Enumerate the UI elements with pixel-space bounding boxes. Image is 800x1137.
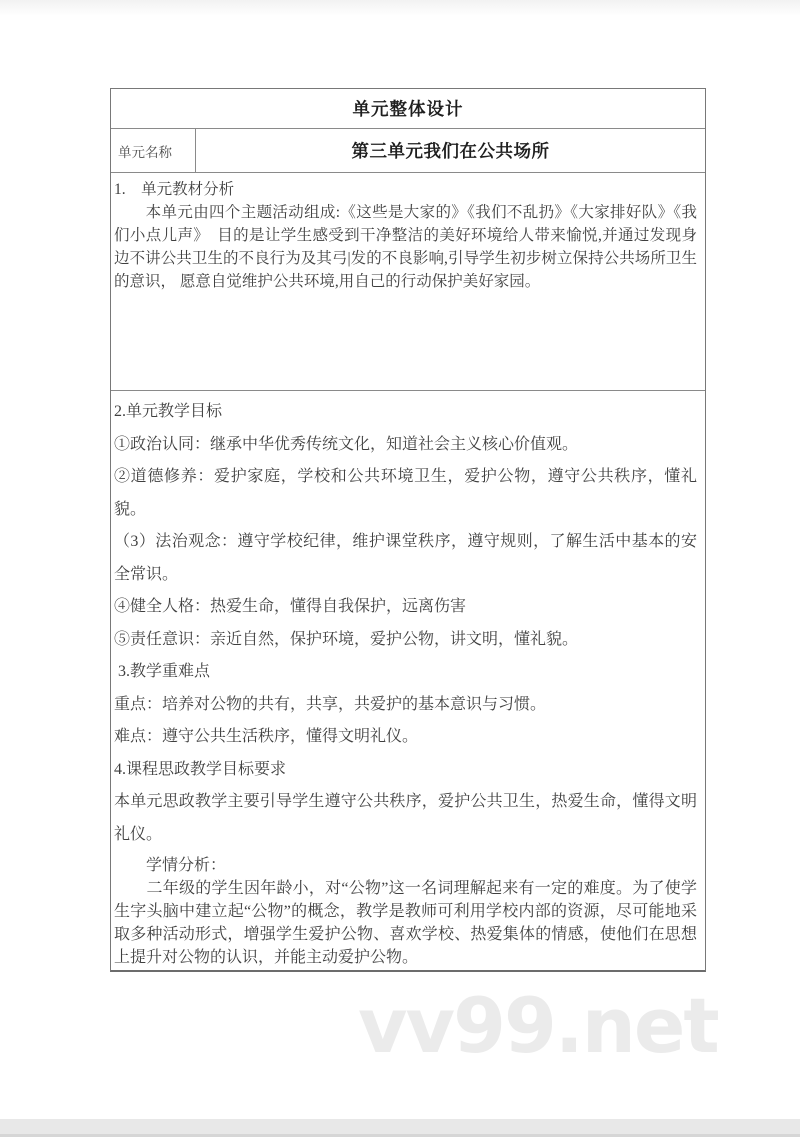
paragraph: 难点：遵守公共生活秩序，懂得文明礼仪。 [114, 728, 419, 745]
footer-band [0, 1119, 800, 1137]
document-table [110, 88, 706, 972]
section-2-cell [111, 391, 705, 970]
objectives-list [114, 396, 697, 851]
paragraph: 重点：培养对公物的共有，共享，共爱护的基本意识与习惯。 [114, 695, 547, 713]
paragraph: 3.教学重难点 [114, 663, 211, 680]
paragraph: ⑤责任意识：亲近自然，保护环境，爱护公物，讲文明，懂礼貌。 [114, 630, 579, 648]
section-1-heading: 1. 单元教材分析 [114, 181, 235, 198]
section-1-cell [111, 173, 705, 391]
paragraph: 学情分析： [114, 857, 227, 874]
paragraph: 本单元思政教学主要引导学生遵守公共秩序，爱护公共卫生，热爱生命，懂得文明礼仪。 [114, 793, 697, 843]
section-1-paragraph: 本单元由四个主题活动组成:《这些是大家的》《我们不乱扔》《大家排好队》《我们小点儿声》 目的是让学生感受到干净整洁的美好环境给人带来愉悦,并通过发现身边不讲公共卫生的不良行为及其弓|发的不良影响,引导学生初步树立保持公共场所卫生的意识， 愿意自觉维护公共环境,用自己的行动保护美好家园。 [114, 204, 697, 290]
paragraph: ①政治认同：继承中华优秀传统文化，知道社会主义核心价值观。 [114, 435, 579, 453]
unit-name-row [111, 129, 705, 173]
paragraph: 2.单元教学目标 [114, 403, 223, 420]
paragraph: ④健全人格：热爱生命，懂得自我保护，远离伤害 [114, 598, 467, 615]
watermark: vv99.net [358, 981, 718, 1070]
xueqing-analysis-list [114, 854, 697, 969]
paragraph: （3）法治观念：遵守学校纪律，维护课堂秩序，遵守规则，了解生活中基本的安全常识。 [114, 533, 697, 583]
table-title: 单元整体设计 [111, 89, 705, 129]
paragraph: 4.课程思政教学目标要求 [114, 760, 287, 778]
paragraph: 二年级的学生因年龄小，对“公物”这一名词理解起来有一定的难度。为了使学生字头脑中建立起“公物”的概念，教学是教师可利用学校内部的资源，尽可能地采取多种活动形式，增强学生爱护公物、喜欢学校、热爱集体的情感，使他们在思想上提升对公物的认识，并能主动爱护公物。 [114, 880, 697, 966]
page-top-shade [0, 0, 800, 16]
paragraph: ②道德修养：爱护家庭，学校和公共环境卫生，爱护公物，遵守公共秩序，懂礼貌。 [114, 468, 697, 518]
unit-name-value: 第三单元我们在公共场所 [351, 141, 550, 161]
unit-name-label: 单元名称 [111, 129, 196, 172]
